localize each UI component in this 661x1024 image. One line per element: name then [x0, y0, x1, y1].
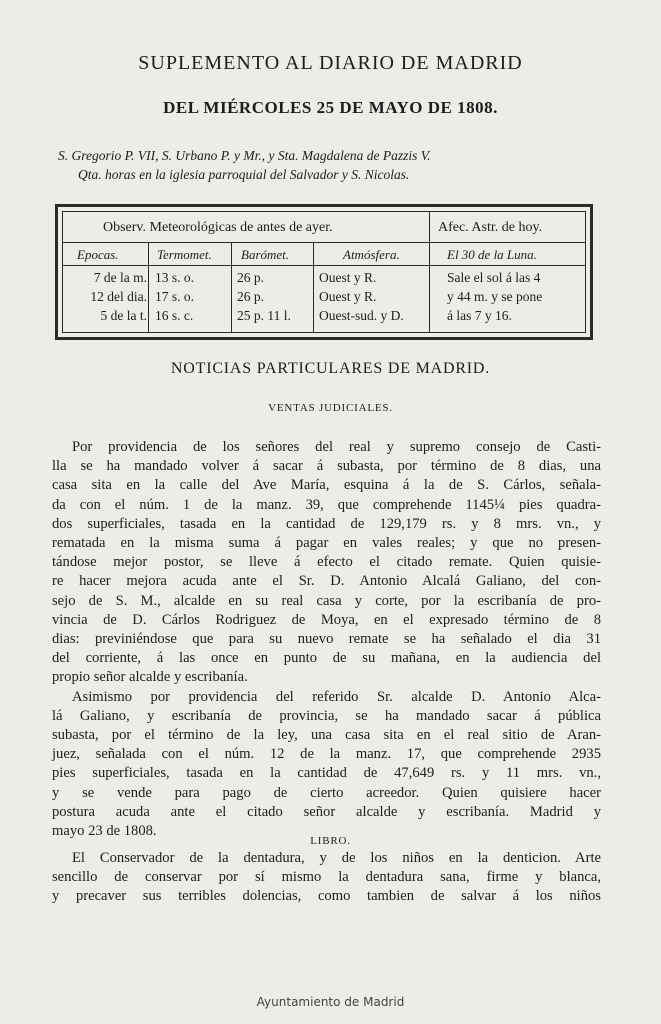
text-line: dos superficiales, tasada en la cantidad de 129,179 rs. y 8 mrs. vn., y [52, 515, 601, 532]
text-line: pies superficiales, tasada en la cantidad de 47,649 rs. y 11 mrs. vn., [52, 765, 601, 782]
meteo-left-heading: Observ. Meteorológicas de antes de ayer. [103, 220, 333, 235]
text-line: Por providencia de los señores del real y supremo consejo de Casti- [72, 439, 601, 455]
meteo-right-heading: Afec. Astr. de hoy. [438, 220, 543, 235]
issue-date: DEL MIÉRCOLES 25 DE MAYO DE 1808. [163, 98, 498, 117]
text-line: del corriente, á las once en punto de su mañana, en la audiencia del [52, 650, 601, 667]
cell-baromet: 26 p. [237, 289, 264, 304]
text-line: lla se ha mandado volver á sacar á subasta, por término de 8 dias, una [52, 458, 601, 475]
section-title: NOTICIAS PARTICULARES DE MADRID. [170, 360, 491, 377]
cell-atmosfera: Ouest-sud. y D. [319, 308, 404, 323]
text-line: propio señor alcalde y escribanía. [52, 669, 248, 686]
text-line: subasta, por el término de la ley, una casa sita en el real sitio de Aran- [52, 727, 601, 744]
col-baromet: Barómet. [241, 247, 290, 262]
meteo-header-row [63, 212, 585, 243]
text-line: da con el núm. 1 de la manz. 39, que comprehende 1145¼ pies quadra- [52, 496, 601, 513]
cell-termomet: 13 s. o. [155, 270, 195, 285]
cell-epoca: 5 de la t. [100, 308, 147, 323]
text-line: sejo de S. M., alcalde en su real casa y corte, por la escribanía de pro- [52, 592, 601, 609]
col-termomet: Termomet. [157, 247, 212, 262]
text-line: postura acuda ante el citado señor alcalde y escribanía. Madrid y [52, 803, 601, 820]
col-luna: El 30 de la Luna. [447, 247, 537, 262]
article-text-libro [52, 849, 601, 907]
text-line: y precaver sus terribles dolencias, como tambien de salvar á los niños [52, 888, 601, 905]
cell-baromet: 26 p. [237, 270, 264, 285]
saints-line: Qta. horas en la iglesia parroquial del Salvador y S. Nicolas. [78, 167, 410, 182]
footer-watermark: Ayuntamiento de Madrid [256, 995, 405, 1009]
luna-line: Sale el sol á las 4 [447, 270, 541, 285]
text-line: casa sita en la calle del Ave María, esquina á la de S. Cárlos, señala- [52, 477, 601, 494]
col-atmosfera: Atmósfera. [343, 247, 400, 262]
luna-line: y 44 m. y se pone [447, 289, 543, 304]
text-line: mayo 23 de 1808. [52, 823, 157, 840]
meteo-column-headers [63, 243, 585, 266]
cell-termomet: 17 s. o. [155, 289, 195, 304]
text-line: y se vende para pago de cierto acreedor. Quien quisiere hacer [52, 784, 601, 801]
saints-of-the-day [58, 146, 618, 184]
text-line: dias: previniéndose que para su nuevo remate se ha señalado el dia 31 [52, 631, 601, 648]
page-title: SUPLEMENTO AL DIARIO DE MADRID [138, 52, 523, 74]
text-line: rematada en la misma suma á pagar en vales reales; y que no presen- [52, 535, 601, 552]
text-line: vincia de D. Cárlos Rodriguez de Moya, en el expresado término de 8 [52, 611, 601, 628]
text-line: tándose mejor postor, se lleve á efecto el citado remate. Quien quisie- [52, 554, 601, 571]
cell-atmosfera: Ouest y R. [319, 289, 377, 304]
cell-epoca: 7 de la m. [93, 270, 147, 285]
cell-atmosfera: Ouest y R. [319, 270, 377, 285]
saints-line: S. Gregorio P. VII, S. Urbano P. y Mr., y Sta. Magdalena de Pazzis V. [58, 148, 431, 163]
text-line: Asimismo por providencia del referido Sr. alcalde D. Antonio Alca- [72, 688, 601, 705]
text-line: El Conservador de la dentadura, y de los niños en la denticion. Arte [72, 850, 601, 866]
text-line: sencillo de conservar por sí mismo la dentadura sana, firme y blanca, [52, 869, 601, 886]
luna-line: á las 7 y 16. [447, 308, 512, 323]
libro-title: LIBRO. [310, 835, 351, 847]
meteorological-table [55, 204, 593, 340]
subsection-title: VENTAS JUDICIALES. [268, 402, 393, 414]
cell-termomet: 16 s. c. [155, 308, 194, 323]
cell-epoca: 12 del dia. [90, 289, 147, 304]
article-text [52, 438, 601, 841]
text-line: re hacer mejora acuda ante el Sr. D. Antonio Alcalá Galiano, del con- [52, 573, 601, 590]
cell-baromet: 25 p. 11 l. [237, 308, 291, 323]
col-epocas: Epocas. [77, 247, 119, 262]
text-line: lá Galiano, y escribanía de provincia, se ha mandado sacar á pública [52, 707, 601, 724]
text-line: juez, señalada con el núm. 12 de la manz. 17, que comprehende 2935 [52, 746, 601, 763]
